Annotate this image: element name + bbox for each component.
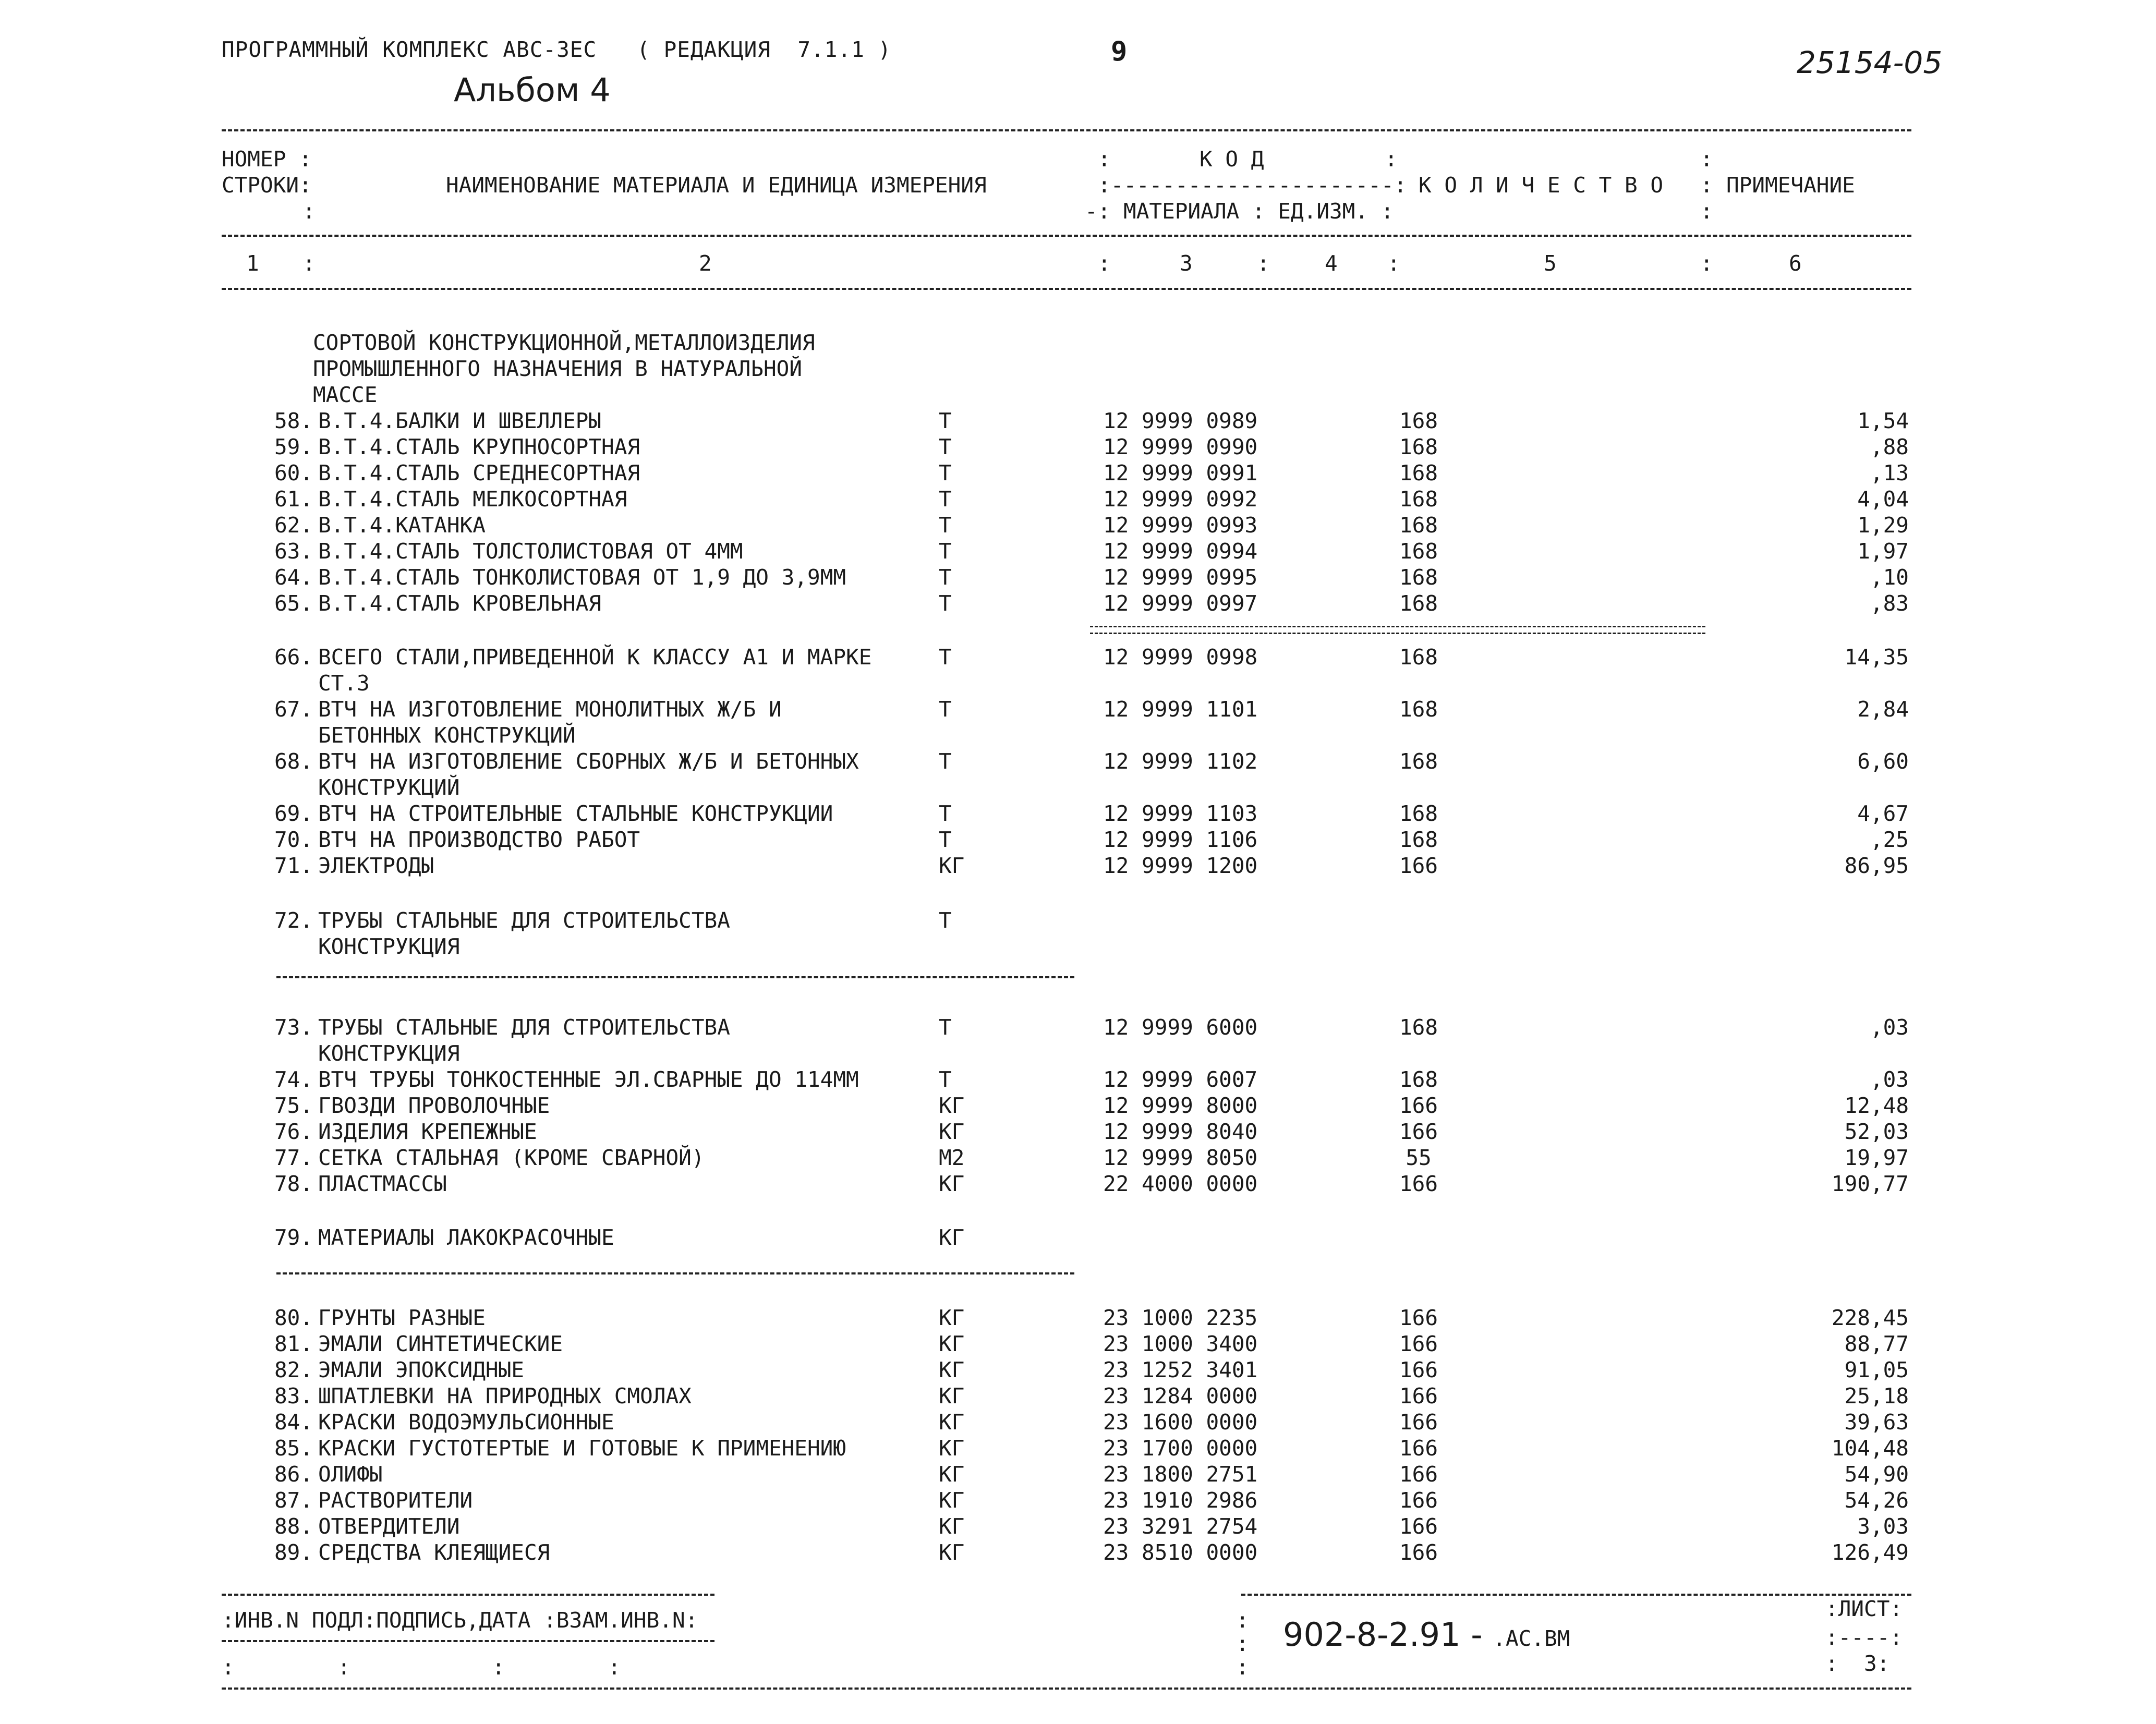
row-name: ЭЛЕКТРОДЫ xyxy=(318,853,434,878)
row-name-continuation: КОНСТРУКЦИЙ xyxy=(318,775,460,800)
header-top-rule xyxy=(222,129,1911,131)
footer-colon: : xyxy=(1236,1655,1249,1680)
row-code: 23 1700 0000 xyxy=(1103,1436,1258,1461)
group-title-line: СОРТОВОЙ КОНСТРУКЦИОННОЙ,МЕТАЛЛОИЗДЕЛИЯ xyxy=(313,330,815,355)
row-number: 62. xyxy=(274,513,313,538)
row-number: 58. xyxy=(274,408,313,433)
header-num-line1: НОМЕР : xyxy=(222,147,312,172)
row-ed-izm: 168 xyxy=(1399,408,1438,433)
header-num-line3: : xyxy=(302,199,316,224)
row-number: 66. xyxy=(274,645,313,670)
row-code: 12 9999 0998 xyxy=(1103,645,1258,670)
document-code: 25154-05 xyxy=(1797,45,1943,80)
row-unit: Т xyxy=(939,539,952,564)
row-ed-izm: 166 xyxy=(1399,1357,1438,1382)
row-code: 12 9999 1200 xyxy=(1103,853,1258,878)
footer-colon: : xyxy=(1236,1631,1249,1656)
header-note-colon-2: : xyxy=(1700,173,1713,198)
row-unit: КГ xyxy=(939,1410,965,1435)
row-ed-izm: 168 xyxy=(1399,460,1438,485)
row-number: 82. xyxy=(274,1357,313,1382)
header-quantity: К О Л И Ч Е С Т В О xyxy=(1419,173,1663,198)
row-code: 12 9999 6007 xyxy=(1103,1067,1258,1092)
page-number: 9 xyxy=(1111,36,1128,67)
row-unit: КГ xyxy=(939,1357,965,1382)
row-name: ЭМАЛИ СИНТЕТИЧЕСКИЕ xyxy=(318,1331,563,1356)
row-quantity: 25,18 xyxy=(1844,1383,1909,1409)
row-number: 88. xyxy=(274,1514,313,1539)
row-unit: Т xyxy=(939,513,952,538)
row-code: 23 1910 2986 xyxy=(1103,1488,1258,1513)
row-code: 12 9999 0991 xyxy=(1103,460,1258,485)
designation-suffix: .АС.ВМ xyxy=(1493,1626,1570,1651)
row-name-continuation: КОНСТРУКЦИЯ xyxy=(318,1041,460,1066)
row-code: 23 1800 2751 xyxy=(1103,1462,1258,1487)
row-name: ВТЧ НА СТРОИТЕЛЬНЫЕ СТАЛЬНЫЕ КОНСТРУКЦИИ xyxy=(318,801,833,826)
row-unit: КГ xyxy=(939,853,965,878)
row-ed-izm: 168 xyxy=(1399,565,1438,590)
row-ed-izm: 168 xyxy=(1399,1067,1438,1092)
row-ed-izm: 166 xyxy=(1399,853,1438,878)
program-title: ПРОГРАММНЫЙ КОМПЛЕКС АВС-3ЕС ( РЕДАКЦИЯ 7.1.1 ) xyxy=(222,37,892,62)
row-unit: КГ xyxy=(939,1488,965,1513)
row-quantity: ,10 xyxy=(1870,565,1909,590)
row-ed-izm: 166 xyxy=(1399,1514,1438,1539)
row-unit: КГ xyxy=(939,1436,965,1461)
row-number: 69. xyxy=(274,801,313,826)
row-code: 23 1000 2235 xyxy=(1103,1305,1258,1330)
row-code: 23 1000 3400 xyxy=(1103,1331,1258,1356)
row-ed-izm: 166 xyxy=(1399,1305,1438,1330)
row-unit: Т xyxy=(939,749,952,774)
row-name-continuation: БЕТОННЫХ КОНСТРУКЦИЙ xyxy=(318,723,576,748)
row-ed-izm: 166 xyxy=(1399,1093,1438,1118)
row-name: В.Т.4.СТАЛЬ МЕЛКОСОРТНАЯ xyxy=(318,487,627,512)
header-bottom-rule xyxy=(222,288,1911,290)
row-quantity: 12,48 xyxy=(1844,1093,1909,1118)
row-ed-izm: 168 xyxy=(1399,539,1438,564)
row-name: ЭМАЛИ ЭПОКСИДНЫЕ xyxy=(318,1357,524,1382)
header-num-line2: СТРОКИ: xyxy=(222,173,312,198)
row-ed-izm: 166 xyxy=(1399,1171,1438,1196)
footer-inner-rule xyxy=(222,1640,714,1642)
row-quantity: 104,48 xyxy=(1831,1436,1909,1461)
row-unit: КГ xyxy=(939,1462,965,1487)
row-name: В.Т.4.СТАЛЬ ТОЛСТОЛИСТОВАЯ ОТ 4ММ xyxy=(318,539,743,564)
row-code: 12 9999 0989 xyxy=(1103,408,1258,433)
row-name: ВТЧ НА ИЗГОТОВЛЕНИЕ МОНОЛИТНЫХ Ж/Б И xyxy=(318,697,782,722)
row-quantity: 39,63 xyxy=(1844,1410,1909,1435)
row-code: 12 9999 0994 xyxy=(1103,539,1258,564)
row-number: 64. xyxy=(274,565,313,590)
row-name: ШПАТЛЕВКИ НА ПРИРОДНЫХ СМОЛАХ xyxy=(318,1383,692,1409)
row-ed-izm: 168 xyxy=(1399,749,1438,774)
row-ed-izm: 168 xyxy=(1399,487,1438,512)
row-name: ВТЧ НА ПРОИЗВОДСТВО РАБОТ xyxy=(318,827,640,852)
row-number: 72. xyxy=(274,908,313,933)
row-code: 23 3291 2754 xyxy=(1103,1514,1258,1539)
footer-signature-labels: :ИНВ.N ПОДЛ:ПОДПИСЬ,ДАТА :ВЗАМ.ИНВ.N: xyxy=(222,1608,698,1633)
row-unit: Т xyxy=(939,487,952,512)
row-unit: Т xyxy=(939,908,952,933)
row-number: 68. xyxy=(274,749,313,774)
row-name: В.Т.4.СТАЛЬ СРЕДНЕСОРТНАЯ xyxy=(318,460,640,485)
sheet-number: : 3: xyxy=(1825,1651,1890,1676)
row-unit: КГ xyxy=(939,1514,965,1539)
row-quantity: 6,60 xyxy=(1857,749,1909,774)
row-name: СРЕДСТВА КЛЕЯЩИЕСЯ xyxy=(318,1540,550,1565)
row-unit: КГ xyxy=(939,1225,965,1250)
row-ed-izm: 55 xyxy=(1406,1145,1432,1170)
row-number: 60. xyxy=(274,460,313,485)
row-unit: КГ xyxy=(939,1383,965,1409)
row-number: 77. xyxy=(274,1145,313,1170)
row-quantity: 126,49 xyxy=(1831,1540,1909,1565)
row-quantity: 2,84 xyxy=(1857,697,1909,722)
row-number: 61. xyxy=(274,487,313,512)
row-number: 70. xyxy=(274,827,313,852)
row-number: 63. xyxy=(274,539,313,564)
row-code: 12 9999 6000 xyxy=(1103,1015,1258,1040)
header-code-colon-2: : xyxy=(1385,147,1398,172)
row-unit: Т xyxy=(939,801,952,826)
row-code: 12 9999 8040 xyxy=(1103,1119,1258,1144)
row-quantity: ,03 xyxy=(1870,1067,1909,1092)
row-name: ПЛАСТМАССЫ xyxy=(318,1171,447,1196)
row-number: 81. xyxy=(274,1331,313,1356)
row-unit: КГ xyxy=(939,1119,965,1144)
col-number-4: 4 xyxy=(1325,251,1338,276)
row-number: 74. xyxy=(274,1067,313,1092)
sheet-label: :ЛИСТ: xyxy=(1825,1596,1903,1621)
col-number-5: 5 xyxy=(1544,251,1557,276)
col-number-sep: : xyxy=(1257,251,1270,276)
row-ed-izm: 166 xyxy=(1399,1540,1438,1565)
row-ed-izm: 166 xyxy=(1399,1410,1438,1435)
row-number: 65. xyxy=(274,591,313,616)
row-number: 83. xyxy=(274,1383,313,1409)
header-name: НАИМЕНОВАНИЕ МАТЕРИАЛА И ЕДИНИЦА ИЗМЕРЕНИЯ xyxy=(446,173,987,198)
row-code: 23 1284 0000 xyxy=(1103,1383,1258,1409)
row-code: 12 9999 8000 xyxy=(1103,1093,1258,1118)
header-mid-rule xyxy=(222,235,1911,237)
document-designation xyxy=(1283,1616,1570,1654)
row-quantity: 1,97 xyxy=(1857,539,1909,564)
row-quantity: 4,04 xyxy=(1857,487,1909,512)
row-number: 75. xyxy=(274,1093,313,1118)
header-code-rule: :----------------------: xyxy=(1098,173,1407,198)
row-ed-izm: 166 xyxy=(1399,1436,1438,1461)
row-number: 71. xyxy=(274,853,313,878)
row-number: 59. xyxy=(274,434,313,459)
col-number-2: 2 xyxy=(699,251,712,276)
header-code-sub: -: МАТЕРИАЛА : ЕД.ИЗМ. : xyxy=(1085,199,1394,224)
row-code: 12 9999 0990 xyxy=(1103,434,1258,459)
row-quantity: 52,03 xyxy=(1844,1119,1909,1144)
row-code: 23 1252 3401 xyxy=(1103,1357,1258,1382)
row-quantity: ,88 xyxy=(1870,434,1909,459)
row-code: 12 9999 8050 xyxy=(1103,1145,1258,1170)
total-separator xyxy=(1090,626,1705,634)
row-number: 76. xyxy=(274,1119,313,1144)
col-number-sep: : xyxy=(302,251,316,276)
row-name: В.Т.4.СТАЛЬ ТОНКОЛИСТОВАЯ ОТ 1,9 ДО 3,9ММ xyxy=(318,565,846,590)
row-unit: КГ xyxy=(939,1540,965,1565)
row-name-continuation: СТ.3 xyxy=(318,671,370,696)
row-unit: Т xyxy=(939,1067,952,1092)
row-ed-izm: 166 xyxy=(1399,1331,1438,1356)
row-name: КРАСКИ ВОДОЭМУЛЬСИОННЫЕ xyxy=(318,1410,614,1435)
row-unit: Т xyxy=(939,645,952,670)
row-name: В.Т.4.БАЛКИ И ШВЕЛЛЕРЫ xyxy=(318,408,602,433)
row-code: 12 9999 0997 xyxy=(1103,591,1258,616)
row-name: ГВОЗДИ ПРОВОЛОЧНЫЕ xyxy=(318,1093,550,1118)
header-note-colon-1: : xyxy=(1700,147,1713,172)
col-number-sep: : xyxy=(1098,251,1111,276)
row-unit: КГ xyxy=(939,1093,965,1118)
row-code: 12 9999 0993 xyxy=(1103,513,1258,538)
row-code: 12 9999 0995 xyxy=(1103,565,1258,590)
row-quantity: ,13 xyxy=(1870,460,1909,485)
row-unit: М2 xyxy=(939,1145,965,1170)
row-quantity: 86,95 xyxy=(1844,853,1909,878)
row-quantity: 88,77 xyxy=(1844,1331,1909,1356)
row-ed-izm: 166 xyxy=(1399,1119,1438,1144)
col-number-1: 1 xyxy=(246,251,259,276)
footer-right-rule xyxy=(1241,1594,1911,1596)
row-quantity: ,25 xyxy=(1870,827,1909,852)
row-name: ОЛИФЫ xyxy=(318,1462,383,1487)
row-quantity: 54,26 xyxy=(1844,1488,1909,1513)
row-name: ВТЧ ТРУБЫ ТОНКОСТЕННЫЕ ЭЛ.СВАРНЫЕ ДО 114ММ xyxy=(318,1067,859,1092)
row-code: 22 4000 0000 xyxy=(1103,1171,1258,1196)
header-code-title: К О Д xyxy=(1200,147,1264,172)
row-number: 84. xyxy=(274,1410,313,1435)
row-unit: Т xyxy=(939,408,952,433)
row-code: 23 1600 0000 xyxy=(1103,1410,1258,1435)
header-note: ПРИМЕЧАНИЕ xyxy=(1726,173,1855,198)
row-unit: Т xyxy=(939,1015,952,1040)
group-title-line: ПРОМЫШЛЕННОГО НАЗНАЧЕНИЯ В НАТУРАЛЬНОЙ xyxy=(313,356,802,381)
footer-left-rule xyxy=(222,1594,714,1596)
row-quantity: 3,03 xyxy=(1857,1514,1909,1539)
row-unit: Т xyxy=(939,591,952,616)
row-name: ГРУНТЫ РАЗНЫЕ xyxy=(318,1305,486,1330)
col-number-6: 6 xyxy=(1789,251,1802,276)
row-code: 12 9999 1101 xyxy=(1103,697,1258,722)
row-name: В.Т.4.СТАЛЬ КРУПНОСОРТНАЯ xyxy=(318,434,640,459)
row-unit: КГ xyxy=(939,1171,965,1196)
row-quantity: 54,90 xyxy=(1844,1462,1909,1487)
footer-bottom-rule xyxy=(222,1687,1911,1690)
designation-number: 902-8-2.91 - xyxy=(1283,1616,1483,1654)
row-code: 23 8510 0000 xyxy=(1103,1540,1258,1565)
row-name: РАСТВОРИТЕЛИ xyxy=(318,1488,473,1513)
row-name: ИЗДЕЛИЯ КРЕПЕЖНЫЕ xyxy=(318,1119,537,1144)
header-code-colon-1: : xyxy=(1098,147,1111,172)
row-quantity: 4,67 xyxy=(1857,801,1909,826)
row-name: ВТЧ НА ИЗГОТОВЛЕНИЕ СБОРНЫХ Ж/Б И БЕТОННЫХ xyxy=(318,749,859,774)
group-separator xyxy=(276,976,1074,978)
group-separator xyxy=(276,1272,1074,1274)
row-code: 12 9999 1106 xyxy=(1103,827,1258,852)
row-ed-izm: 166 xyxy=(1399,1488,1438,1513)
row-name: ОТВЕРДИТЕЛИ xyxy=(318,1514,460,1539)
row-quantity: 190,77 xyxy=(1831,1171,1909,1196)
row-code: 12 9999 1103 xyxy=(1103,801,1258,826)
sheet-separator: :----: xyxy=(1825,1625,1903,1650)
row-number: 80. xyxy=(274,1305,313,1330)
row-ed-izm: 168 xyxy=(1399,591,1438,616)
row-ed-izm: 166 xyxy=(1399,1383,1438,1409)
row-name: МАТЕРИАЛЫ ЛАКОКРАСОЧНЫЕ xyxy=(318,1225,614,1250)
row-ed-izm: 168 xyxy=(1399,697,1438,722)
col-number-sep: : xyxy=(1700,251,1713,276)
row-unit: Т xyxy=(939,434,952,459)
footer-colon: : xyxy=(1236,1608,1249,1633)
col-number-sep: : xyxy=(1387,251,1400,276)
row-quantity: ,83 xyxy=(1870,591,1909,616)
album-label: Альбом 4 xyxy=(454,71,611,109)
row-ed-izm: 168 xyxy=(1399,645,1438,670)
row-ed-izm: 168 xyxy=(1399,513,1438,538)
row-quantity: 91,05 xyxy=(1844,1357,1909,1382)
row-ed-izm: 168 xyxy=(1399,1015,1438,1040)
header-note-colon-3: : xyxy=(1700,199,1713,224)
row-ed-izm: 166 xyxy=(1399,1462,1438,1487)
footer-signature-cells: : : : : xyxy=(222,1655,621,1680)
row-quantity: 14,35 xyxy=(1844,645,1909,670)
row-ed-izm: 168 xyxy=(1399,827,1438,852)
row-number: 79. xyxy=(274,1225,313,1250)
row-quantity: 19,97 xyxy=(1844,1145,1909,1170)
row-name-continuation: КОНСТРУКЦИЯ xyxy=(318,934,460,959)
group-title-line: МАССЕ xyxy=(313,382,378,407)
row-code: 12 9999 1102 xyxy=(1103,749,1258,774)
row-number: 73. xyxy=(274,1015,313,1040)
row-name: СЕТКА СТАЛЬНАЯ (КРОМЕ СВАРНОЙ) xyxy=(318,1145,705,1170)
row-number: 89. xyxy=(274,1540,313,1565)
row-ed-izm: 168 xyxy=(1399,801,1438,826)
col-number-3: 3 xyxy=(1180,251,1193,276)
row-name: КРАСКИ ГУСТОТЕРТЫЕ И ГОТОВЫЕ К ПРИМЕНЕНИЮ xyxy=(318,1436,846,1461)
row-number: 78. xyxy=(274,1171,313,1196)
row-number: 86. xyxy=(274,1462,313,1487)
row-quantity: 1,54 xyxy=(1857,408,1909,433)
row-name: В.Т.4.КАТАНКА xyxy=(318,513,486,538)
row-name: ТРУБЫ СТАЛЬНЫЕ ДЛЯ СТРОИТЕЛЬСТВА xyxy=(318,1015,730,1040)
row-name: ТРУБЫ СТАЛЬНЫЕ ДЛЯ СТРОИТЕЛЬСТВА xyxy=(318,908,730,933)
row-unit: Т xyxy=(939,565,952,590)
row-number: 67. xyxy=(274,697,313,722)
row-name: В.Т.4.СТАЛЬ КРОВЕЛЬНАЯ xyxy=(318,591,602,616)
row-code: 12 9999 0992 xyxy=(1103,487,1258,512)
row-quantity: 1,29 xyxy=(1857,513,1909,538)
row-unit: КГ xyxy=(939,1305,965,1330)
row-unit: Т xyxy=(939,697,952,722)
row-number: 85. xyxy=(274,1436,313,1461)
row-unit: КГ xyxy=(939,1331,965,1356)
row-ed-izm: 168 xyxy=(1399,434,1438,459)
row-unit: Т xyxy=(939,827,952,852)
row-quantity: ,03 xyxy=(1870,1015,1909,1040)
row-quantity: 228,45 xyxy=(1831,1305,1909,1330)
row-unit: Т xyxy=(939,460,952,485)
row-number: 87. xyxy=(274,1488,313,1513)
row-name: ВСЕГО СТАЛИ,ПРИВЕДЕННОЙ К КЛАССУ А1 И МАРКЕ xyxy=(318,645,872,670)
